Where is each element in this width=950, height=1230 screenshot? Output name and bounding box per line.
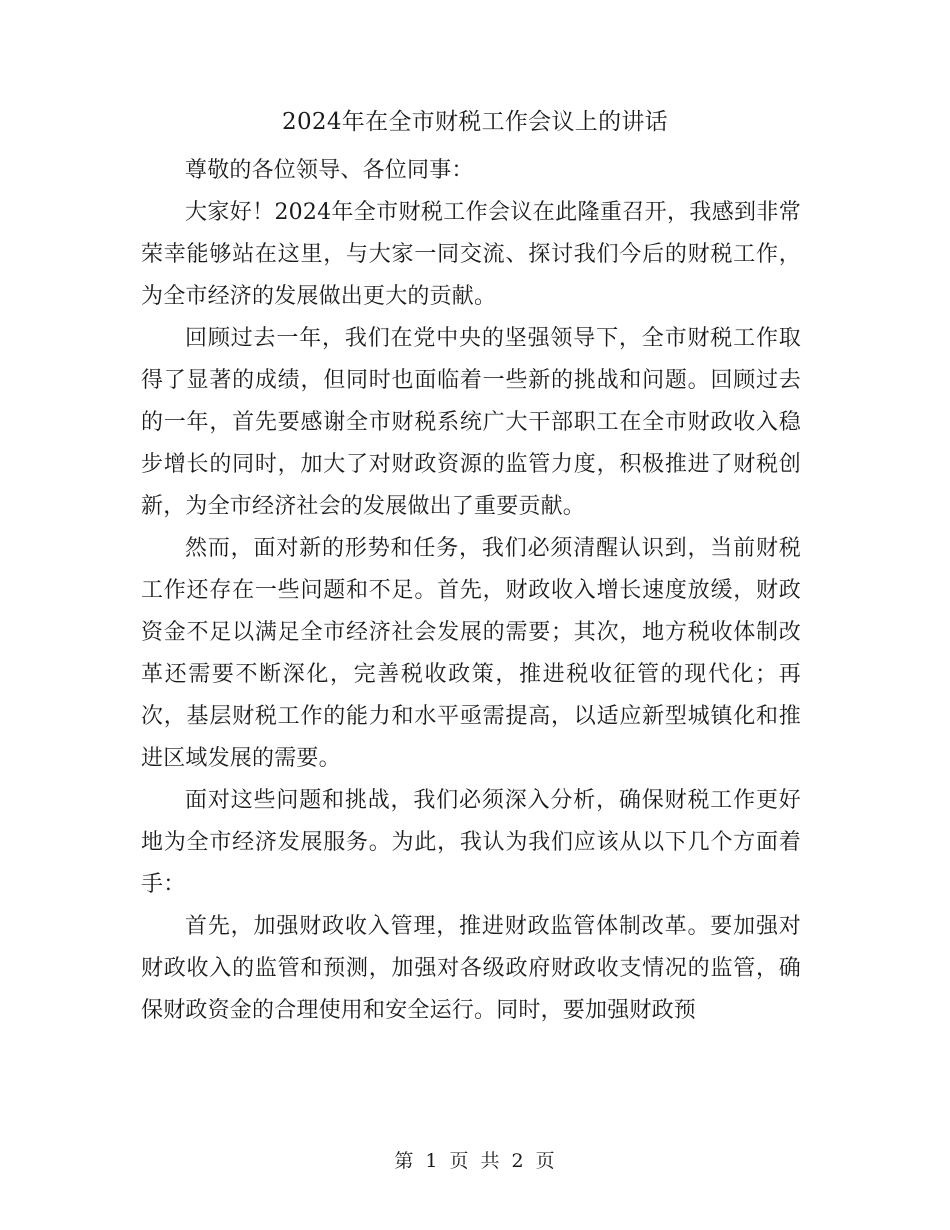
paragraph-first-measure: 首先，加强财政收入管理，推进财政监管体制改革。要加强对财政收入的监管和预测，加强对各级政府财政收支情况的监管，确保财政资金的合理使用和安全运行。同时，要加强财政预 [141,914,801,1023]
document-body [141,150,801,1032]
paragraph-review: 回顾过去一年，我们在党中央的坚强领导下，全市财税工作取得了显著的成绩，但同时也面临着一些新的挑战和问题。回顾过去的一年，首先要感谢全市财税系统广大干部职工在全市财政收入稳步增长的同时，加大了对财政资源的监管力度，积极推进了财税创新，为全市经济社会的发展做出了重要贡献。 [141,326,801,519]
paragraph-greeting: 大家好！2024年全市财税工作会议在此隆重召开，我感到非常荣幸能够站在这里，与大家一同交流、探讨我们今后的财税工作，为全市经济的发展做出更大的贡献。 [141,200,801,309]
page-footer: 第 1 页 共 2 页 [394,1150,556,1172]
document-title: 2024年在全市财税工作会议上的讲话 [282,109,668,135]
paragraph-approach: 面对这些问题和挑战，我们必须深入分析，确保财税工作更好地为全市经济发展服务。为此，我认为我们应该从以下几个方面着手： [141,788,801,897]
paragraph-problems: 然而，面对新的形势和任务，我们必须清醒认识到，当前财税工作还存在一些问题和不足。首先，财政收入增长速度放缓，财政资金不足以满足全市经济社会发展的需要；其次，地方税收体制改革还需要不断深化，完善税收政策，推进税收征管的现代化；再次，基层财税工作的能力和水平亟需提高，以适应新型城镇化和推进区域发展的需要。 [141,536,801,771]
salutation: 尊敬的各位领导、各位同事： [185,158,474,183]
